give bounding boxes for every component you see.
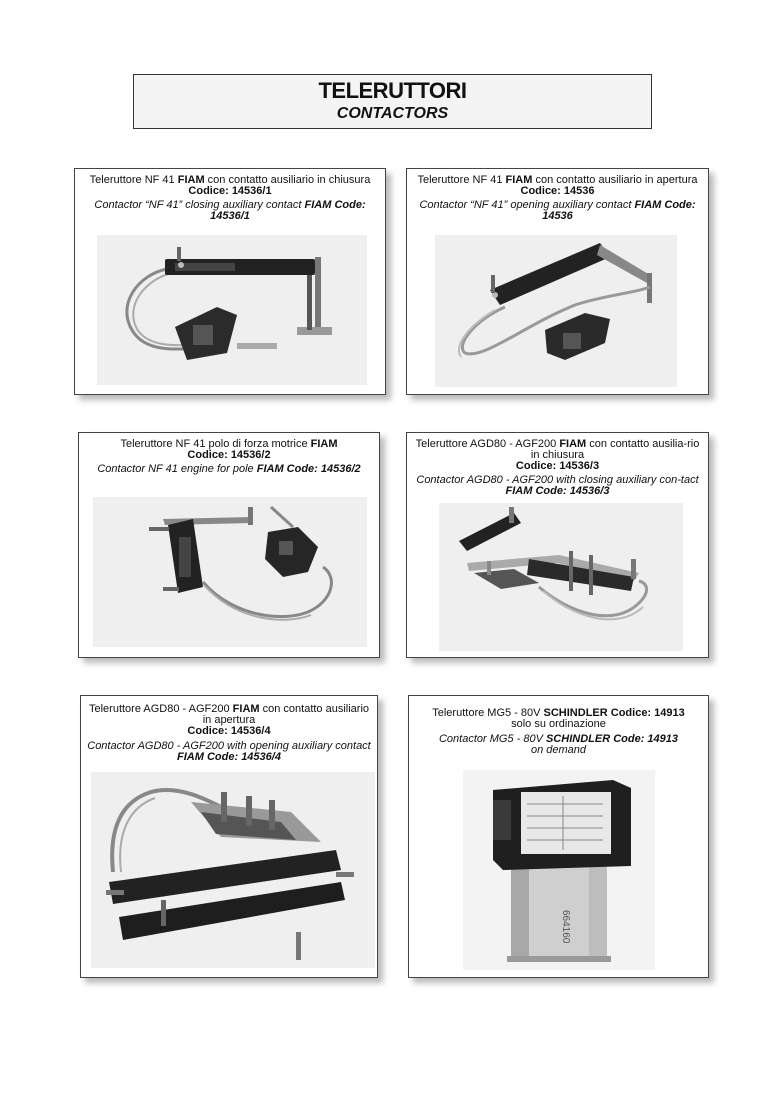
- product-card-14913: [408, 695, 709, 978]
- product-photo: [97, 235, 367, 385]
- page-subtitle: CONTACTORS: [336, 105, 449, 122]
- product-code: Codice: 14536/4: [187, 725, 271, 737]
- card-italian-description: Teleruttore NF 41 polo di forza motrice FIAM Codice: 14536/2: [120, 438, 338, 461]
- coil-label: 664160: [560, 910, 571, 944]
- product-card-14536-3: [406, 432, 709, 658]
- card-italian-description: Teleruttore NF 41 FIAM con contatto ausiliario in chiusura Codice: 14536/1: [89, 174, 371, 197]
- product-card-14536-2: [78, 432, 380, 658]
- card-italian-description: Teleruttore AGD80 - AGF200 FIAM con contatto ausilia-rio in chiusura Codice: 14536/3: [415, 438, 700, 472]
- card-english-description: Contactor “NF 41” opening auxiliary contact FIAM Code: 14536: [419, 199, 696, 222]
- card-italian-description: Teleruttore MG5 - 80V SCHINDLER Codice: 14913 solo su ordinazione: [432, 707, 685, 730]
- product-code: Codice: 14536/3: [515, 460, 600, 472]
- product-card-14536: [406, 168, 709, 395]
- card-english-description: Contactor NF 41 engine for pole FIAM Code: 14536/2: [97, 463, 361, 475]
- product-card-14536-4: [80, 695, 378, 978]
- card-english-description: Contactor AGD80 - AGF200 with closing auxiliary con-tact FIAM Code: 14536/3: [416, 474, 699, 497]
- product-photo: [463, 770, 655, 970]
- product-photo: [439, 503, 683, 651]
- card-italian-description: Teleruttore NF 41 FIAM con contatto ausiliario in apertura Codice: 14536: [417, 174, 698, 197]
- card-italian-description: Teleruttore AGD80 - AGF200 FIAM con contatto ausiliario in apertura Codice: 14536/4: [88, 703, 370, 737]
- product-code: Codice: 14536/1: [188, 185, 272, 197]
- card-english-description: Contactor “NF 41” closing auxiliary contact FIAM Code: 14536/1: [94, 199, 366, 222]
- product-photo: [91, 772, 375, 968]
- page-header: [133, 74, 652, 129]
- card-english-description: Contactor AGD80 - AGF200 with opening auxiliary contact FIAM Code: 14536/4: [87, 740, 371, 763]
- page-title: TELERUTTORI: [318, 78, 467, 103]
- product-code: Codice: 14536: [520, 185, 595, 197]
- product-code: Codice: 14536/2: [187, 449, 271, 461]
- product-photo: [93, 497, 367, 647]
- card-english-description: Contactor MG5 - 80V SCHINDLER Code: 14913 on demand: [438, 733, 679, 756]
- product-card-14536-1: [74, 168, 386, 395]
- product-availability: solo su ordinazione: [511, 718, 606, 730]
- product-photo: [435, 235, 677, 387]
